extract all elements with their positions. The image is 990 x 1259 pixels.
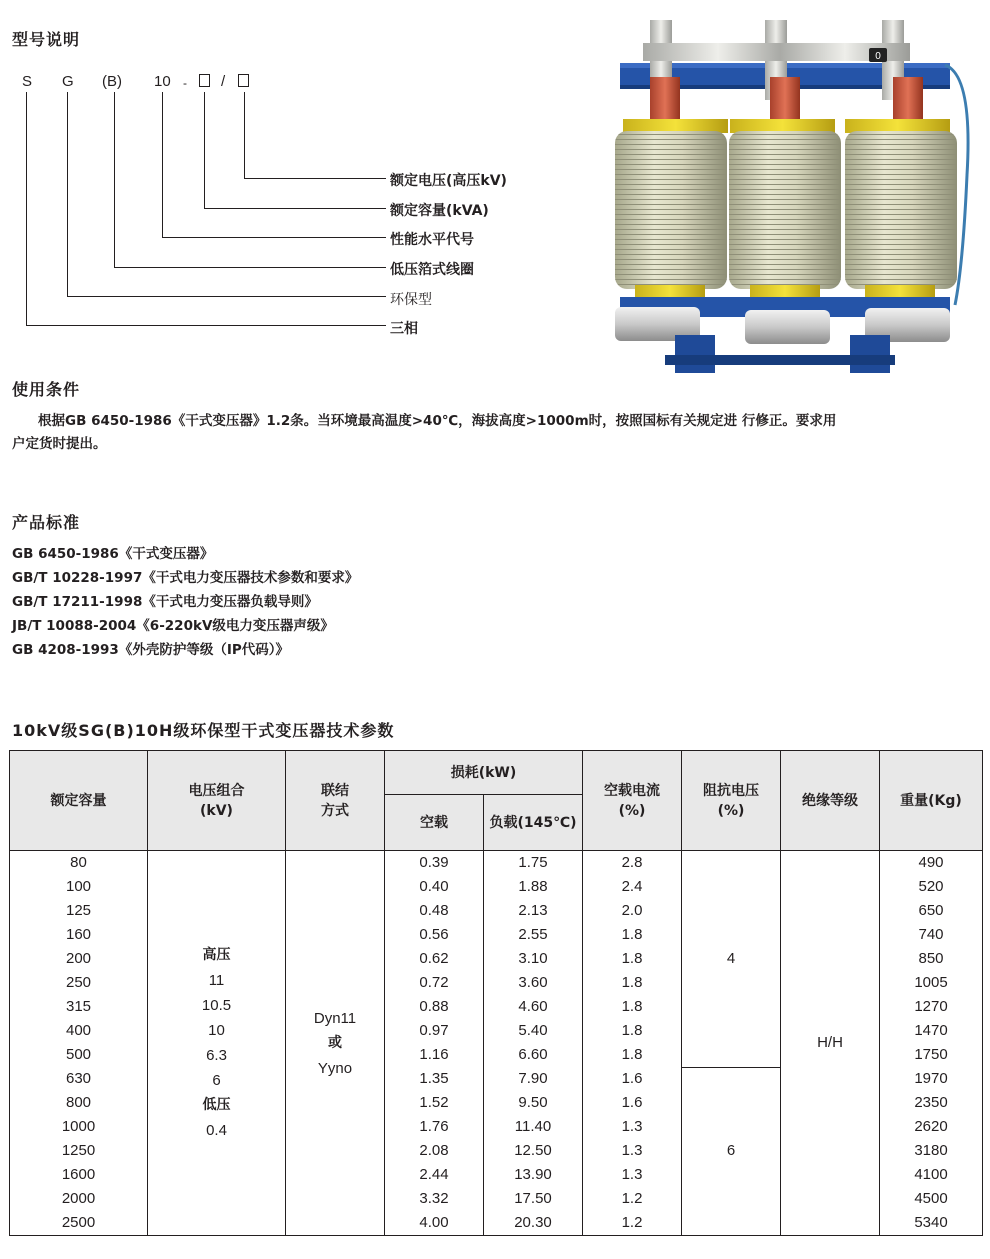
cell-noload-current: 1.6 bbox=[583, 1067, 682, 1091]
cell-weight: 4500 bbox=[880, 1187, 983, 1211]
header-loss: 损耗(kW) bbox=[385, 751, 583, 795]
cell-noload-current: 1.3 bbox=[583, 1163, 682, 1187]
cell-weight: 1970 bbox=[880, 1067, 983, 1091]
standard-item: GB/T 17211-1998《干式电力变压器负载导则》 bbox=[12, 594, 318, 610]
cell-noload-current: 1.8 bbox=[583, 947, 682, 971]
code-char-slash: / bbox=[221, 73, 226, 90]
cell-load-loss: 13.90 bbox=[484, 1163, 583, 1187]
cell-load-loss: 3.10 bbox=[484, 947, 583, 971]
cell-capacity: 125 bbox=[10, 899, 148, 923]
cell-noload-current: 1.8 bbox=[583, 971, 682, 995]
cell-noload-loss: 2.08 bbox=[385, 1139, 484, 1163]
cell-load-loss: 2.55 bbox=[484, 923, 583, 947]
cell-load-loss: 12.50 bbox=[484, 1139, 583, 1163]
cell-load-loss: 9.50 bbox=[484, 1091, 583, 1115]
standard-item: GB 6450-1986《干式变压器》 bbox=[12, 546, 214, 562]
code-char-dash: - bbox=[183, 76, 187, 90]
cell-noload-loss: 1.16 bbox=[385, 1043, 484, 1067]
leader-h-eco bbox=[67, 296, 386, 297]
cell-capacity: 500 bbox=[10, 1043, 148, 1067]
code-char-g: G bbox=[62, 73, 74, 90]
header-capacity: 额定容量 bbox=[10, 751, 148, 851]
cell-weight: 3180 bbox=[880, 1139, 983, 1163]
voltage-line: 11 bbox=[208, 972, 225, 989]
connection-line: Yyno bbox=[317, 1059, 353, 1077]
cell-capacity: 630 bbox=[10, 1067, 148, 1091]
leader-h-phase bbox=[26, 325, 386, 326]
leader-v-capacity bbox=[204, 92, 205, 209]
legend-eco: 环保型 bbox=[390, 292, 432, 308]
cell-noload-loss: 1.52 bbox=[385, 1091, 484, 1115]
cell-weight: 4100 bbox=[880, 1163, 983, 1187]
cell-load-loss: 5.40 bbox=[484, 1019, 583, 1043]
code-box-capacity bbox=[199, 74, 210, 87]
cell-weight: 5340 bbox=[880, 1211, 983, 1236]
cell-load-loss: 7.90 bbox=[484, 1067, 583, 1091]
connection-line: Dyn11 bbox=[313, 1009, 357, 1027]
cell-noload-current: 1.8 bbox=[583, 995, 682, 1019]
cell-load-loss: 6.60 bbox=[484, 1043, 583, 1067]
voltage-line: 高压 bbox=[202, 947, 231, 963]
cell-capacity: 2500 bbox=[10, 1211, 148, 1236]
cell-impedance: 6 bbox=[682, 1067, 781, 1236]
leader-h-capacity bbox=[204, 208, 386, 209]
header-impedance: 阻抗电压 (%) bbox=[682, 751, 781, 851]
cell-noload-current: 1.8 bbox=[583, 1043, 682, 1067]
panel-label: 0 bbox=[875, 51, 881, 62]
spec-table bbox=[9, 750, 983, 1236]
voltage-line: 10 bbox=[208, 1022, 225, 1039]
voltage-line: 低压 bbox=[202, 1097, 231, 1113]
cell-noload-loss: 0.39 bbox=[385, 851, 484, 876]
cell-weight: 1005 bbox=[880, 971, 983, 995]
cell-capacity: 250 bbox=[10, 971, 148, 995]
cell-load-loss: 2.13 bbox=[484, 899, 583, 923]
legend-three-phase: 三相 bbox=[390, 321, 418, 337]
cell-noload-loss: 0.72 bbox=[385, 971, 484, 995]
usage-title: 使用条件 bbox=[12, 380, 81, 399]
header-insulation: 绝缘等级 bbox=[781, 751, 880, 851]
standard-item: GB/T 10228-1997《干式电力变压器技术参数和要求》 bbox=[12, 570, 359, 586]
cell-weight: 490 bbox=[880, 851, 983, 876]
cell-load-loss: 20.30 bbox=[484, 1211, 583, 1236]
cell-capacity: 100 bbox=[10, 875, 148, 899]
cell-noload-current: 1.3 bbox=[583, 1139, 682, 1163]
cell-weight: 1270 bbox=[880, 995, 983, 1019]
leader-v-eco bbox=[67, 92, 68, 297]
cell-noload-loss: 1.76 bbox=[385, 1115, 484, 1139]
code-char-s: S bbox=[22, 73, 33, 90]
cell-load-loss: 1.88 bbox=[484, 875, 583, 899]
leader-h-voltage bbox=[244, 178, 386, 179]
cell-noload-loss: 0.62 bbox=[385, 947, 484, 971]
cell-noload-current: 2.8 bbox=[583, 851, 682, 876]
cell-insulation: H/H bbox=[781, 851, 880, 1236]
cell-load-loss: 4.60 bbox=[484, 995, 583, 1019]
cell-voltage-combination bbox=[148, 851, 286, 1236]
cell-weight: 650 bbox=[880, 899, 983, 923]
header-load-loss: 负载(145℃) bbox=[484, 795, 583, 851]
header-connection: 联结 方式 bbox=[286, 751, 385, 851]
cell-connection bbox=[286, 851, 385, 1236]
model-title: 型号说明 bbox=[12, 30, 81, 49]
cell-weight: 740 bbox=[880, 923, 983, 947]
cell-load-loss: 3.60 bbox=[484, 971, 583, 995]
cell-weight: 1750 bbox=[880, 1043, 983, 1067]
leader-v-level bbox=[162, 92, 163, 238]
leader-v-phase bbox=[26, 92, 27, 326]
connection-line: 或 bbox=[328, 1034, 342, 1051]
cell-noload-loss: 0.40 bbox=[385, 875, 484, 899]
cell-capacity: 1250 bbox=[10, 1139, 148, 1163]
cell-capacity: 1600 bbox=[10, 1163, 148, 1187]
cell-noload-current: 1.3 bbox=[583, 1115, 682, 1139]
legend-rated-capacity: 额定容量(kVA) bbox=[390, 203, 489, 219]
table-row bbox=[10, 851, 983, 876]
leader-v-voltage bbox=[244, 92, 245, 179]
cell-noload-loss: 4.00 bbox=[385, 1211, 484, 1236]
voltage-line: 10.5 bbox=[201, 997, 232, 1014]
usage-text-line1: 根据GB 6450-1986《干式变压器》1.2条。当环境最高温度>40℃，海拔高度>1000m时，按照国标有关规定进 行修正。要求用 bbox=[38, 413, 837, 429]
cell-noload-loss: 0.56 bbox=[385, 923, 484, 947]
leader-h-level bbox=[162, 237, 386, 238]
table-title: 10kV级SG(B)10H级环保型干式变压器技术参数 bbox=[12, 721, 395, 740]
cell-noload-loss: 0.48 bbox=[385, 899, 484, 923]
code-char-10: 10 bbox=[154, 73, 171, 90]
code-char-b: (B) bbox=[102, 73, 122, 90]
cell-capacity: 400 bbox=[10, 1019, 148, 1043]
cell-capacity: 200 bbox=[10, 947, 148, 971]
cell-weight: 850 bbox=[880, 947, 983, 971]
cell-weight: 2620 bbox=[880, 1115, 983, 1139]
legend-rated-voltage: 额定电压(高压kV) bbox=[390, 173, 507, 189]
standards-title: 产品标准 bbox=[12, 513, 81, 532]
header-noload-current: 空载电流 (%) bbox=[583, 751, 682, 851]
leader-h-foil bbox=[114, 267, 386, 268]
cell-capacity: 315 bbox=[10, 995, 148, 1019]
cell-weight: 2350 bbox=[880, 1091, 983, 1115]
header-noload-loss: 空载 bbox=[385, 795, 484, 851]
usage-text-line2: 户定货时提出。 bbox=[12, 436, 107, 452]
cell-noload-current: 1.2 bbox=[583, 1211, 682, 1236]
cell-capacity: 800 bbox=[10, 1091, 148, 1115]
cell-noload-loss: 3.32 bbox=[385, 1187, 484, 1211]
transformer-photo bbox=[595, 15, 980, 375]
legend-performance-code: 性能水平代号 bbox=[390, 232, 474, 248]
header-weight: 重量(Kg) bbox=[880, 751, 983, 851]
cell-capacity: 80 bbox=[10, 851, 148, 876]
cell-weight: 520 bbox=[880, 875, 983, 899]
voltage-line: 6.3 bbox=[206, 1047, 227, 1064]
cell-capacity: 2000 bbox=[10, 1187, 148, 1211]
voltage-line: 0.4 bbox=[206, 1122, 227, 1139]
cell-noload-current: 1.8 bbox=[583, 923, 682, 947]
cell-weight: 1470 bbox=[880, 1019, 983, 1043]
spec-table-body bbox=[10, 851, 983, 1236]
cell-noload-current: 1.6 bbox=[583, 1091, 682, 1115]
standard-item: JB/T 10088-2004《6-220kV级电力变压器声级》 bbox=[12, 618, 334, 634]
cell-noload-current: 1.2 bbox=[583, 1187, 682, 1211]
cell-capacity: 160 bbox=[10, 923, 148, 947]
cell-capacity: 1000 bbox=[10, 1115, 148, 1139]
cell-noload-current: 2.4 bbox=[583, 875, 682, 899]
cell-load-loss: 11.40 bbox=[484, 1115, 583, 1139]
header-voltage: 电压组合 (kV) bbox=[148, 751, 286, 851]
cell-noload-loss: 1.35 bbox=[385, 1067, 484, 1091]
cell-load-loss: 1.75 bbox=[484, 851, 583, 876]
standard-item: GB 4208-1993《外壳防护等级（IP代码）》 bbox=[12, 642, 289, 658]
cell-impedance: 4 bbox=[682, 851, 781, 1068]
cell-noload-current: 1.8 bbox=[583, 1019, 682, 1043]
cell-noload-loss: 2.44 bbox=[385, 1163, 484, 1187]
legend-foil-winding: 低压箔式线圈 bbox=[390, 262, 474, 278]
code-box-voltage bbox=[238, 74, 249, 87]
leader-v-foil bbox=[114, 92, 115, 268]
cell-noload-loss: 0.88 bbox=[385, 995, 484, 1019]
cell-noload-loss: 0.97 bbox=[385, 1019, 484, 1043]
cell-noload-current: 2.0 bbox=[583, 899, 682, 923]
cell-load-loss: 17.50 bbox=[484, 1187, 583, 1211]
voltage-line: 6 bbox=[212, 1072, 221, 1089]
